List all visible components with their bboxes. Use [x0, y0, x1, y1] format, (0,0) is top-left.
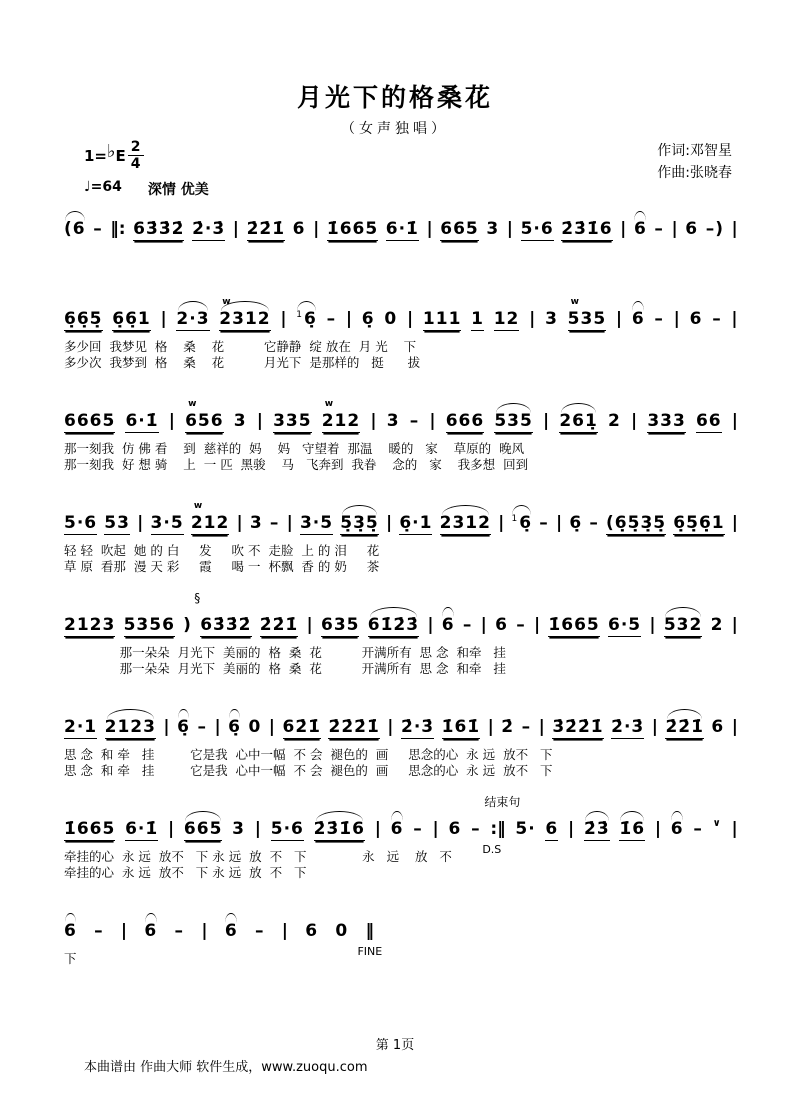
note-group: 2̇ — [501, 717, 515, 737]
note-group: 3 — [233, 411, 247, 431]
song-title: 月光下的格桑花 — [296, 83, 493, 112]
time-signature-numerator: 2 — [128, 140, 144, 156]
note-group: 6̣6̣5̣ — [64, 309, 103, 329]
music-system — [64, 502, 738, 574]
note-group: 6 — [144, 921, 158, 941]
note-group: 2·3 — [176, 309, 210, 329]
lyrics-block — [64, 747, 738, 778]
barline: | — [387, 717, 394, 737]
barline: ‖ FINE — [357, 921, 383, 958]
note-group: 2̇2̇1̇ — [665, 717, 704, 737]
note-group: 63̇3̇2̇ § — [194, 591, 252, 635]
note-group: 6 — [670, 819, 684, 839]
barline: | — [480, 615, 487, 635]
barline: | — [268, 717, 276, 737]
note-group: 3 — [232, 819, 246, 839]
barline: | — [232, 219, 239, 239]
note-group: 2̇2̇1̇ — [259, 615, 299, 635]
barline: | — [427, 615, 434, 635]
barline: | — [568, 819, 575, 839]
barline: | — [651, 717, 658, 737]
lyrics-block — [64, 645, 738, 676]
note-group: 212 w — [322, 412, 361, 433]
barline: ‖: — [110, 219, 126, 239]
tempo-marking: ♩=64 — [84, 179, 122, 195]
note-group: 5356 — [123, 615, 175, 635]
music-system — [64, 795, 738, 880]
notation-row — [64, 910, 383, 958]
barline: | — [620, 219, 627, 239]
note-group: 5̣3̣5̣ — [340, 513, 379, 533]
note-group: 665 — [440, 219, 479, 239]
note-group: (6̣5̣3̣5̣ — [606, 513, 667, 533]
note-group: 6 — [633, 219, 647, 239]
barline: | — [280, 309, 287, 329]
note-group: 6·1̇ — [125, 411, 159, 431]
note-group: 3 — [386, 411, 400, 431]
note-group: $^1$6̣ — [296, 309, 317, 329]
barline: | — [654, 819, 662, 839]
barline: | — [426, 219, 433, 239]
barline: | — [555, 513, 563, 533]
barline: | — [529, 309, 536, 329]
barline: | — [731, 819, 738, 839]
barline: | — [345, 309, 353, 329]
note-group: – — [521, 717, 532, 737]
note-group: 335 — [273, 411, 312, 431]
barline: | — [254, 819, 261, 839]
lyric-line: 牵挂的心 永 远 放不 下 永 远 放 不 下 — [64, 864, 307, 880]
note-group: – — [712, 309, 722, 329]
note-group: – — [93, 219, 103, 239]
note-group: – — [269, 513, 280, 533]
barline: | — [306, 615, 313, 635]
barline: | — [731, 717, 738, 737]
key-tempo-block — [84, 140, 209, 199]
note-group: 2 — [710, 615, 724, 635]
grace-note: 1 — [511, 514, 519, 524]
note-group: – — [516, 615, 526, 635]
note-group: – — [254, 921, 265, 941]
credits-block — [657, 140, 732, 184]
note-group: 2̇·3̇ — [192, 219, 226, 239]
note-group: $^1$6̣ — [511, 513, 533, 533]
note-group: 1̇6 — [619, 819, 646, 839]
note-group: 2123 — [104, 717, 156, 737]
lyric-line: 那一朵朵 月光下 美丽的 格 桑 花 开满所有 思 念 和牵 挂 — [64, 660, 506, 676]
note-group: 6·1̇ — [385, 219, 419, 239]
barline: | — [120, 921, 128, 941]
note-group: 111 — [422, 309, 462, 329]
barline: | — [374, 819, 381, 839]
note-group: 6 — [685, 219, 699, 239]
footer-generator-credit: 本曲谱由 作曲大师 软件生成，www.zuoqu.com — [84, 1060, 368, 1075]
note-group: 0 — [335, 921, 349, 941]
note-group: 6 — [441, 615, 455, 635]
note-group: 6̣ — [228, 717, 241, 737]
barline: | — [256, 411, 263, 431]
note-group: 212 w — [191, 514, 230, 535]
note-group: 635 — [320, 615, 360, 635]
note-group: 6·5 — [607, 615, 642, 635]
note-group: – — [654, 219, 664, 239]
note-group: 2̇3̇1̇6 — [561, 219, 613, 239]
note-group: 2̇2̇1̇ — [246, 219, 286, 239]
music-score — [64, 208, 738, 967]
note-group: – — [462, 615, 473, 635]
barline: | — [201, 921, 208, 941]
barline: | — [137, 513, 144, 533]
flat-icon: ♭ — [107, 141, 116, 162]
barline: | — [615, 309, 623, 329]
note-group: 6 — [64, 921, 77, 941]
notation-row — [64, 502, 738, 536]
note-group: 6665 — [64, 411, 116, 431]
note-group: 0 — [384, 309, 398, 329]
music-system — [64, 706, 738, 778]
note-group: 6 — [631, 309, 645, 329]
page-footer — [0, 1034, 790, 1075]
note-group: – — [94, 921, 104, 941]
key-prefix: 1= — [84, 146, 108, 165]
barline: | — [731, 513, 738, 533]
notation-row — [64, 795, 738, 856]
lyric-line: 牵挂的心 永 远 放不 下 永 远 放 不 下 永 远 放 不 — [64, 849, 452, 864]
note-group: 2̇3̇ — [583, 819, 610, 839]
note-group: 6 — [390, 819, 404, 839]
note-group: 6 — [292, 219, 306, 239]
note-group: – — [197, 717, 207, 737]
composer-credit: 作曲:张晓春 — [657, 165, 732, 181]
note-group: 2 — [607, 411, 621, 431]
note-group: 333 — [647, 411, 686, 431]
barline: :‖ 结束句 D.S — [482, 795, 521, 856]
time-signature-denominator: 4 — [130, 156, 141, 172]
barline: | — [649, 615, 656, 635]
note-group: 5·6 — [270, 819, 304, 839]
barline: | — [498, 513, 505, 533]
note-group: 1 — [471, 309, 484, 329]
note-group: 2312 w — [219, 310, 270, 331]
note-group: 1̇61̇ — [441, 717, 481, 737]
lyric-line: 思 念 和 牵 挂 它是我 心中一幅 不 会 褪色的 画 思念的心 永 远 放不 下 — [64, 747, 553, 762]
barline: | — [671, 219, 678, 239]
lyrics-block — [64, 543, 738, 574]
notation-row — [64, 591, 738, 638]
barline: | — [214, 717, 221, 737]
note-group: 5· — [515, 819, 536, 839]
note-group: 6̣ — [361, 309, 375, 329]
note-group: 2123 — [64, 615, 116, 635]
note-group: 3 — [486, 219, 500, 239]
note-group: –) — [705, 219, 724, 239]
lyric-line: 那一朵朵 月光下 美丽的 格 桑 花 开满所有 思 念 和牵 挂 — [64, 645, 506, 660]
lyric-line: 那一刻我 仿 佛 看 到 慈祥的 妈 妈 守望着 那温 暖的 家 草原的 晚风 — [64, 441, 525, 456]
lyricist-credit: 作词:邓智星 — [657, 143, 732, 159]
note-group: 6 — [495, 615, 508, 635]
barline: | — [429, 411, 436, 431]
note-group: 2312 — [439, 513, 491, 533]
barline: | — [160, 309, 167, 329]
direction-label: FINE — [357, 944, 383, 958]
note-group: 2·1 — [64, 717, 98, 737]
barline: | — [506, 219, 513, 239]
notation-row — [64, 400, 738, 434]
lyrics-block — [64, 339, 738, 370]
note-group: 1̇665 — [64, 819, 116, 839]
notation-row — [64, 208, 738, 242]
note-group: – — [693, 819, 703, 839]
note-group: 535 w — [568, 310, 607, 331]
note-group: – — [471, 819, 481, 839]
note-group: 63̇3̇2̇ — [133, 219, 185, 239]
barline: | — [163, 717, 170, 737]
music-system — [64, 208, 738, 242]
barline: | — [406, 309, 414, 329]
barline: | — [630, 411, 638, 431]
note-group: 6 — [224, 921, 238, 941]
key-letter: E — [115, 146, 126, 165]
key-signature — [84, 140, 209, 171]
barline: | — [286, 513, 293, 533]
tempo-row — [84, 179, 209, 199]
footer-page-number: 第 1页 — [375, 1038, 415, 1053]
score-meta — [84, 140, 732, 202]
lyric-line: 草 原 看那 漫 天 彩 霞 喝 一 杯飘 香 的 奶 茶 — [64, 558, 380, 574]
lyric-line: 下 — [64, 951, 77, 966]
lyric-line: 多少回 我梦见 格 桑 花 它静静 绽 放在 月 光 下 — [64, 339, 417, 354]
note-group: 6 — [448, 819, 462, 839]
note-group: 1̇665 — [326, 219, 379, 239]
segno-icon: § — [194, 591, 202, 605]
note-group: (6 — [64, 219, 86, 239]
note-group: 6 — [711, 717, 725, 737]
direction-label: D.S — [482, 842, 502, 856]
note-group: – — [539, 513, 549, 533]
note-group: 6̣·1 — [399, 513, 433, 533]
barline: | — [731, 615, 738, 635]
note-group: 1̇665 — [548, 615, 600, 635]
note-group: 6 — [545, 819, 559, 839]
note-group: 66 — [695, 411, 722, 431]
note-group: 6̣ — [177, 717, 190, 737]
note-group: 5·6 — [520, 219, 554, 239]
barline: | — [432, 819, 439, 839]
note-group: 5·6 — [64, 513, 98, 533]
lyrics-block — [64, 951, 738, 967]
song-subtitle: （女声独唱） — [341, 121, 449, 137]
barline: | — [731, 309, 738, 329]
barline: | — [542, 411, 550, 431]
note-group: 2̇2̇2̇1̇ — [328, 717, 380, 737]
lyric-line: 那一刻我 好 想 骑 上 一 匹 黑骏 马 飞奔到 我眷 念的 家 我多想 回到 — [64, 456, 529, 472]
note-group: 666 — [445, 411, 485, 431]
note-group: 3·5 — [150, 513, 184, 533]
note-group: 2̇·3̇ — [611, 717, 645, 737]
note-group: 6 — [689, 309, 703, 329]
notation-row — [64, 706, 738, 740]
note-group: 656 w — [185, 412, 224, 433]
note-group: 2̇·3̇ — [401, 717, 435, 737]
note-group: 261̣ — [559, 411, 598, 431]
barline: | — [168, 411, 175, 431]
music-system — [64, 910, 738, 967]
lyric-line: 轻 轻 吹起 她 的 白 发 吹 不 走脸 上 的 泪 花 — [64, 543, 380, 558]
note-group: – — [654, 309, 664, 329]
note-group: 3·5 — [299, 513, 334, 533]
note-group: 53 — [104, 513, 130, 533]
barline: | — [281, 921, 288, 941]
barline: | — [533, 615, 541, 635]
note-group: 6̣5̣6̣1 — [673, 513, 725, 533]
lyric-line: 多少次 我梦到 格 桑 花 月光下 是那样的 挺 拔 — [64, 354, 421, 370]
note-group: 62̇1̇ — [282, 717, 321, 737]
note-group: 535 — [494, 411, 533, 431]
barline: | — [487, 717, 494, 737]
note-group: 6 — [305, 921, 319, 941]
lyric-line: 思 念 和 牵 挂 它是我 心中一幅 不 会 褪色的 画 思念的心 永 远 放不 下 — [64, 762, 553, 778]
note-group: 3̇2̇2̇1̇ — [552, 717, 604, 737]
note-group: 12 — [493, 309, 520, 329]
grace-note: 1 — [296, 310, 304, 320]
note-group: 6·1̇ — [125, 819, 159, 839]
music-system — [64, 591, 738, 676]
note-group: 665 — [183, 819, 223, 839]
barline: | — [538, 717, 545, 737]
note-group: 3 — [545, 309, 558, 329]
note-group: 6̣ — [569, 513, 583, 533]
note-group: – — [589, 513, 599, 533]
note-group: 61̇2̇3̇ — [367, 615, 420, 635]
music-system — [64, 298, 738, 370]
time-signature — [128, 140, 144, 171]
notation-row — [64, 298, 738, 332]
section-label: 结束句 — [484, 795, 521, 809]
lyrics-block — [64, 441, 738, 472]
note-group: – — [409, 411, 420, 431]
expression-marking: 深情 优美 — [147, 182, 209, 198]
note-group: 532 — [663, 615, 703, 635]
note-group: 0 — [248, 717, 262, 737]
note-group: – — [326, 309, 337, 329]
music-system — [64, 400, 738, 472]
note-group: 2̇3̇1̇6 — [313, 819, 365, 839]
barline: | — [385, 513, 393, 533]
note-group: 3 — [249, 513, 263, 533]
note-group: – — [413, 819, 423, 839]
barline: | — [167, 819, 175, 839]
barline: | — [673, 309, 680, 329]
barline: | — [731, 219, 738, 239]
barline: | — [370, 411, 377, 431]
note-group: ∨ — [712, 818, 722, 829]
lyrics-block — [64, 849, 738, 880]
barline: | — [731, 411, 738, 431]
note-group: 6̣6̣1 — [112, 309, 151, 329]
barline: | — [236, 513, 243, 533]
note-group: ) — [183, 615, 192, 635]
barline: | — [313, 219, 320, 239]
note-group: – — [174, 921, 185, 941]
